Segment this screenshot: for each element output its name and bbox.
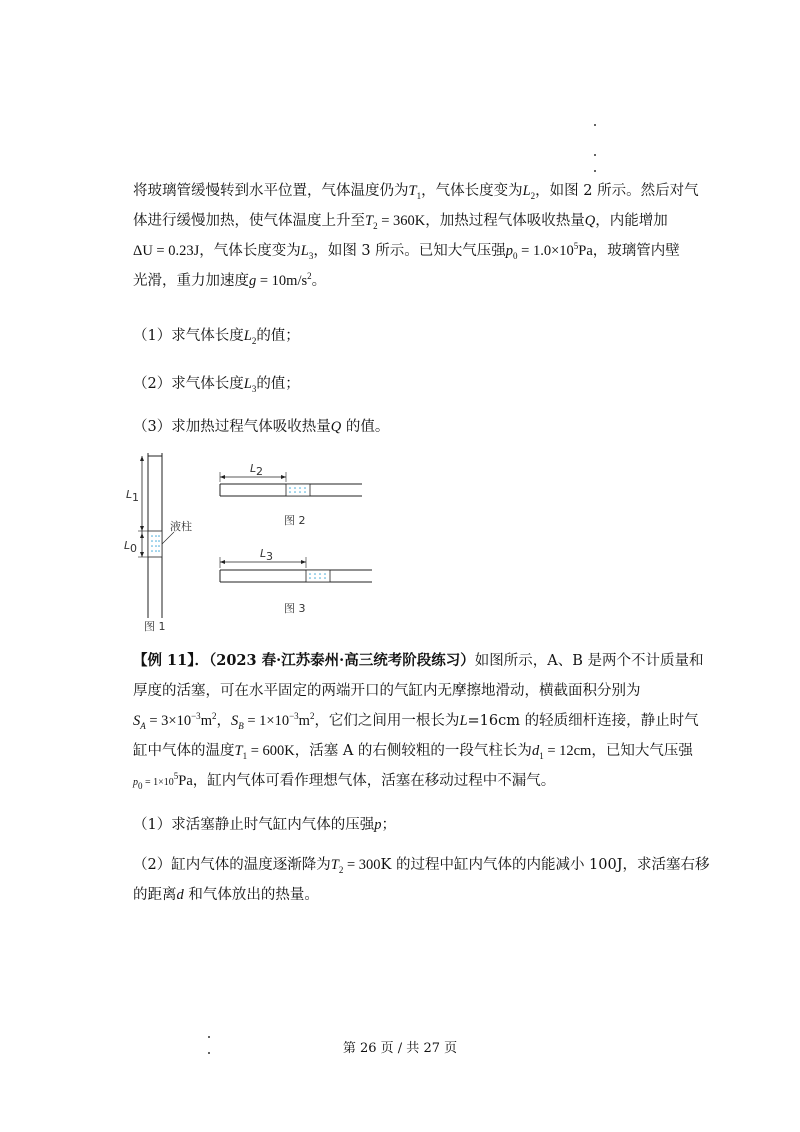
math-value: = 600K — [247, 743, 295, 759]
text: 体进行缓慢加热，使气体温度上升至 — [133, 213, 365, 229]
text: ， — [216, 713, 231, 729]
math-Q: Q — [584, 213, 596, 229]
question-1: （1）求气体长度$L_2$的值； — [133, 328, 300, 346]
liquid-column — [148, 531, 162, 557]
example11-question-1 — [133, 813, 396, 834]
math-exp: 5 — [573, 241, 579, 252]
paragraph-line: 将玻璃管缓慢转到水平位置，气体温度仍为$T_1$，气体长度变为$L_2$，如图 2 所示。然后对气 — [133, 183, 699, 201]
text: 的值。 — [341, 419, 390, 435]
example11-question-2 — [133, 850, 710, 910]
text: （3）求加热过程气体吸收热量 — [133, 419, 331, 435]
paragraph-line — [133, 266, 673, 296]
math-exp: −3 — [289, 711, 299, 722]
text: ，活塞 A 的右侧较粗的一段气柱长为 — [294, 743, 532, 759]
text: ，缸内气体可看作理想气体，活塞在移动过程中不漏气。 — [192, 773, 556, 789]
math-g: g — [249, 273, 257, 289]
math-L2: L — [522, 183, 531, 199]
paragraph-line: 体进行缓慢加热，使气体温度上升至$T_2 = 360K$，加热过程气体吸收热量Q，内能增加 — [133, 213, 668, 231]
problem-paragraph — [133, 176, 699, 296]
label-L3-sub: 3 — [266, 550, 273, 563]
label-L0-sub: 0 — [130, 542, 137, 555]
paragraph-line — [133, 676, 693, 706]
math-T1: T — [234, 743, 243, 759]
text: 和气体放出的热量。 — [183, 887, 319, 903]
text: 。 — [311, 273, 327, 289]
paragraph-line: ΔU = 0.23J，气体长度变为$L_3$，如图 3 所示。已知大气压强$p_0 = 1.0\times 10^5Pa$，玻璃管内壁 — [133, 241, 680, 261]
text: 光滑，重力加速度 — [133, 273, 249, 289]
math-value: = 1×10 — [243, 713, 290, 729]
math-Q: Q — [330, 419, 342, 435]
math-exp: 2 — [211, 711, 217, 722]
text: 的值； — [256, 376, 300, 392]
label-L1-sub: 1 — [132, 491, 139, 504]
page-footer: 第 26 页 / 共 27 页 — [342, 1041, 458, 1056]
figures-diagram — [118, 450, 378, 635]
text: ，如图 2 所示。然后对气 — [535, 183, 699, 199]
math-T2: T — [365, 213, 374, 229]
margin-dot — [594, 170, 596, 172]
question-2: （2）求气体长度$L_3$的值； — [133, 376, 300, 394]
text: ，如图 3 所示。已知大气压强 — [313, 243, 506, 259]
math-unit: Pa — [178, 773, 193, 789]
math-exp: 5 — [173, 771, 179, 782]
math-T2: T — [330, 857, 339, 873]
math-exp: −3 — [191, 711, 201, 722]
text: =16cm 的轻质细杆连接，静止时气 — [467, 713, 699, 729]
text: 缸中气体的温度 — [133, 743, 235, 759]
figure-2 — [220, 462, 362, 527]
text: K 的过程中缸内气体的内能减小 100J，求活塞右移 — [380, 857, 710, 873]
text: 的值； — [256, 328, 300, 344]
math-L2: L — [243, 328, 252, 344]
text: （1）求活塞静止时气缸内气体的压强 — [133, 817, 375, 833]
math-dU: ΔU = 0.23J — [133, 243, 200, 259]
math-p: p — [374, 817, 382, 833]
paragraph-line — [133, 880, 693, 910]
math-unit: m — [298, 713, 310, 729]
math-T1: T — [408, 183, 417, 199]
text: ，已知大气压强 — [591, 743, 693, 759]
figure-3 — [220, 547, 372, 615]
margin-dot — [594, 124, 596, 126]
liquid-column-3 — [306, 570, 330, 582]
label-liquid: 液柱 — [170, 520, 192, 533]
label-L3: L — [260, 547, 267, 560]
math-value: = 1×10 — [142, 777, 174, 788]
caption-fig2: 图 2 — [284, 514, 306, 527]
text: （2）求气体长度 — [133, 376, 244, 392]
text: ，内能增加 — [595, 213, 668, 229]
label-L1: L — [126, 488, 133, 501]
math-d: d — [176, 887, 184, 903]
label-L0: L — [124, 539, 131, 552]
example-11 — [133, 646, 704, 798]
math-value: = 300 — [343, 857, 381, 873]
text: ，玻璃管内壁 — [592, 243, 680, 259]
math-d1: d — [531, 743, 540, 759]
math-value: = 1.0×10 — [517, 243, 574, 259]
math-p0: p — [133, 777, 138, 788]
math-SA: S — [133, 713, 141, 729]
math-L: L — [459, 713, 468, 729]
margin-dot — [594, 154, 596, 156]
label-L2-sub: 2 — [256, 465, 263, 478]
math-value: = 3×10 — [145, 713, 192, 729]
math-value: = 360K — [377, 213, 426, 229]
figure-1 — [124, 453, 192, 633]
math-SB: S — [230, 713, 239, 729]
math-exp: 2 — [307, 271, 312, 282]
text: 如图所示，A、B 是两个不计质量和 — [474, 653, 704, 669]
math-L3: L — [243, 376, 252, 392]
question-3 — [133, 415, 389, 436]
text: ，气体长度变为 — [199, 243, 301, 259]
text: ，加热过程气体吸收热量 — [425, 213, 585, 229]
math-exp: 2 — [309, 711, 315, 722]
text: ； — [381, 817, 396, 833]
text: ，气体长度变为 — [421, 183, 523, 199]
math-sub: B — [238, 720, 244, 731]
math-sub: A — [140, 720, 146, 731]
text: 将玻璃管缓慢转到水平位置，气体温度仍为 — [133, 183, 409, 199]
math-p0: p — [505, 243, 514, 259]
text: （2）缸内气体的温度逐渐降为 — [133, 857, 331, 873]
paragraph-line: $p_0 = 1\times 10^5Pa$，缸内气体可看作理想气体，活塞在移动过程中不漏气。 — [133, 771, 556, 791]
text: （1）求气体长度 — [133, 328, 244, 344]
math-value: = 10m/s — [256, 273, 308, 289]
math-unit: m — [200, 713, 212, 729]
text: 的距离 — [133, 887, 177, 903]
example-tag: 【例 11】．（2023 春·江苏泰州·高三统考阶段练习） — [133, 652, 475, 669]
label-L2: L — [250, 462, 257, 475]
paragraph-line — [133, 646, 704, 676]
caption-fig1: 图 1 — [144, 620, 166, 633]
text: ，它们之间用一根长为 — [314, 713, 460, 729]
paragraph-line: （2）缸内气体的温度逐渐降为$T_2 = 300K$ 的过程中缸内气体的内能减小 100J，求活塞右移 — [133, 857, 710, 875]
math-unit: Pa — [578, 243, 593, 259]
math-L3: L — [300, 243, 309, 259]
liquid-column-2 — [286, 484, 310, 496]
paragraph-line: 缸中气体的温度$T_1 = 600K$，活塞 A 的右侧较粗的一段气柱长为$d_1 = 12cm$，已知大气压强 — [133, 743, 693, 761]
paragraph-line — [133, 706, 699, 736]
text: 厚度的活塞，可在水平固定的两端开口的气缸内无摩擦地滑动，横截面积分别为 — [133, 683, 641, 699]
caption-fig3: 图 3 — [284, 602, 306, 615]
math-value: = 12cm — [543, 743, 592, 759]
